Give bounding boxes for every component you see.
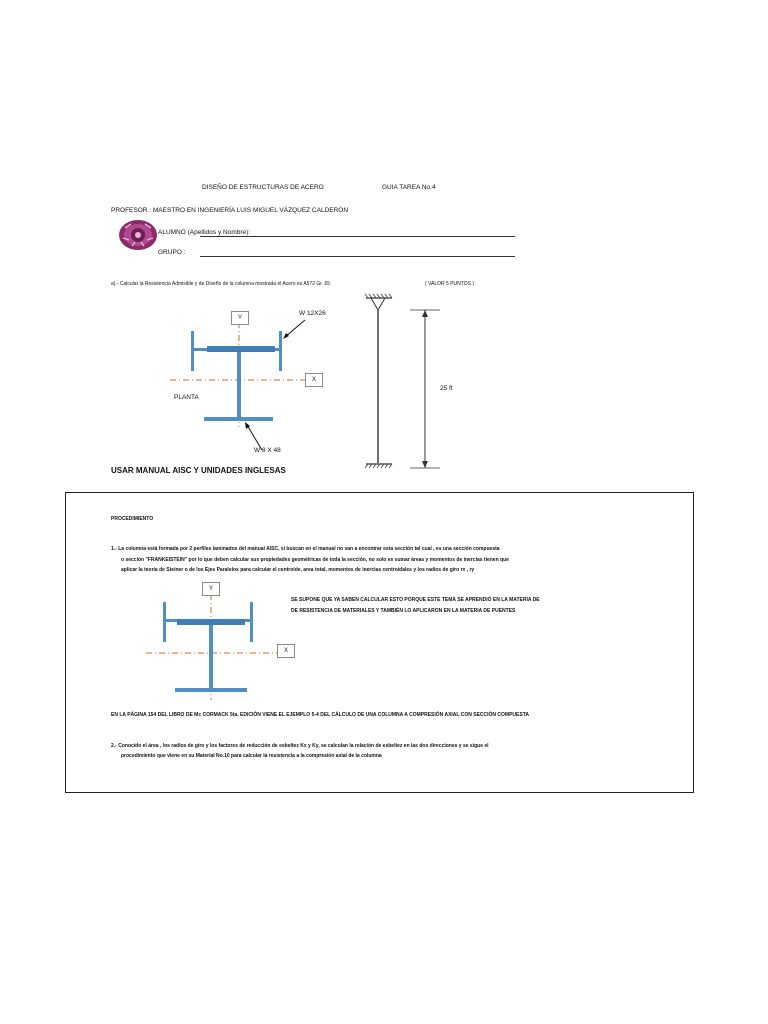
plan-w12-left-flange: [191, 331, 194, 371]
course-title: DISEÑO DE ESTRUCTURAS DE ACERO: [202, 184, 324, 191]
plan-y-label: Y: [231, 311, 249, 325]
w12-label: W 12X26: [299, 310, 326, 317]
w12-leader: [285, 320, 305, 337]
height-label: 25 ft: [440, 385, 453, 392]
step1-line1: 1.- La columna está formada por 2 perfiles laminados del manual AISC, si buscan en el manual no van a encontrar esta sección tal cual , es una sección compuesta: [111, 546, 500, 552]
step1-line3: aplicar la teoría de Steiner o de los Ejes Paralelos para calcular el centroide, area total, momentos de inercias centroidales y los radios de giro rx , ry: [121, 567, 475, 573]
problem-value: ( VALOR 5 PUNTOS ): [425, 281, 474, 287]
procedure-title: PROCEDIMIENTO: [111, 516, 154, 522]
plan-w8-web: [237, 352, 241, 418]
step1-line2: o sección "FRANKEISTEIN" por lo que deben calcular sus propiedades geométricas de toda la sección, no solo es sumar áreas y momentos de inercias tienen que: [121, 557, 509, 563]
proc-y-label: Y: [202, 582, 220, 596]
step2-line2: procedimiento que viene en su Material No.10 para calcular la resistencia a la compresión axial de la columna: [121, 753, 382, 759]
note-line1: SE SUPONE QUE YA SABEN CALCULAR ESTO PORQUE ESTE TEMA SE APRENDIÓ EN LA MATERIA DE: [291, 597, 540, 603]
group-label: GRUPO :: [158, 249, 186, 256]
professor-line: PROFESOR : MAESTRO EN INGENIERÍA LUIS MIGUEL VÁZQUEZ CALDERÓN: [111, 207, 349, 214]
plan-w12-right-flange: [279, 331, 282, 371]
problem-statement: a).- Calcular la Resistencia Admisible y de Diseño de la columna mostrada el Acero es A572 Gr. 65: [111, 281, 330, 287]
w8-label: W 8 X 48: [254, 447, 281, 454]
reference-line: EN LA PÁGINA 154 DEL LIBRO DE Mc CORMACK 5ta. EDICIÓN VIENE EL EJEMPLO 5-4 DEL CÁLCULO DE UNA COLUMNA A COMPRESIÓN AXIAL CON SECCIÓN COMPUESTA: [111, 712, 530, 718]
step2-line1: 2.- Conocido el área , los radios de giro y los factores de reducción de esbeltez Kx y Ky, se calculan la relación de esbeltez en las dos direcciones y se sigue el: [111, 743, 489, 749]
plan-label: PLANTA: [174, 394, 199, 401]
instruction-heading: USAR MANUAL AISC Y UNIDADES INGLESAS: [111, 466, 286, 475]
plan-x-label: X: [305, 373, 323, 387]
plan-w8-bottom-flange: [204, 417, 273, 421]
guide-title: GUIA TAREA No.4: [382, 184, 436, 191]
note-line2: DE RESISTENCIA DE MATERIALES Y TAMBIÉN LO APLICARON EN LA MATERIA DE PUENTES: [291, 608, 516, 614]
student-label: ALUMNO (Apellidos y Nombre):: [158, 229, 251, 236]
proc-x-label: X: [277, 644, 295, 658]
plan-w8-top-flange: [207, 346, 275, 352]
